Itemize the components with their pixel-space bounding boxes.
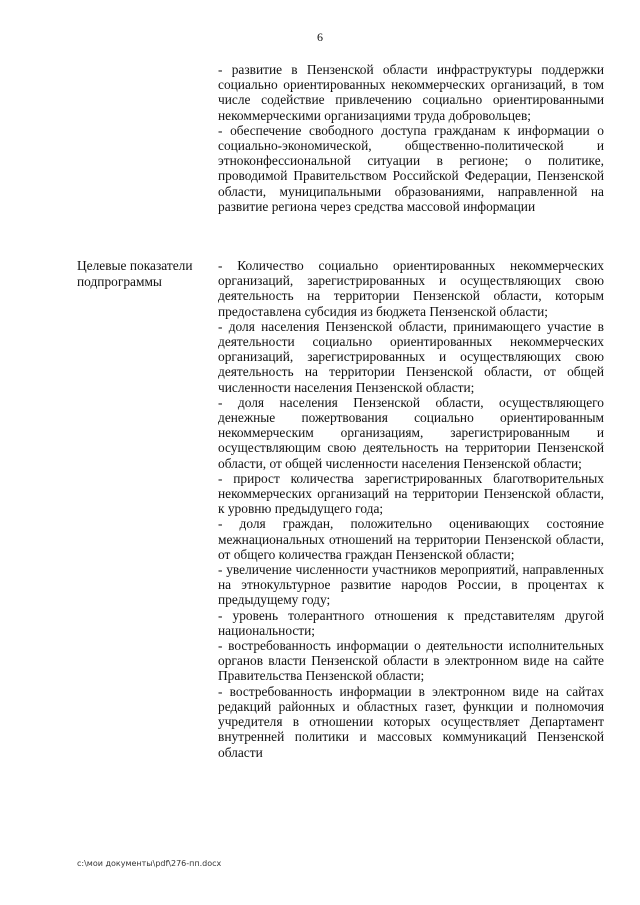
- paragraph: - обеспечение свободного доступа гражданам к информации о социально-экономической, общественно-политической и этноконфессиональной ситуации в регионе; о политике, проводимой Правительством Российской Федерации, Пензенской области, муниципальными образованиями, направленной на развитие региона через средства массовой информации: [218, 122, 604, 214]
- targets-text-block: [218, 258, 604, 760]
- target-item: - доля граждан, положительно оценивающих состояние межнациональных отношений на территории Пензенской области, от общего количества граждан Пензенской области;: [218, 516, 604, 562]
- target-item: - уровень толерантного отношения к представителям другой национальности;: [218, 607, 604, 638]
- target-item: - доля населения Пензенской области, осуществляющего денежные пожертвования социально ориентированным некоммерческим организациям, зарегистрированным и осуществляющим свою деятельность на территории Пензенской области, от общей численности населения Пензенской области;: [218, 394, 604, 471]
- paragraph: - развитие в Пензенской области инфраструктуры поддержки социально ориентированных некоммерческих организаций, в том числе содействие привлечению социально ориентированными некоммерческими организациями труда добровольцев;: [218, 62, 604, 123]
- target-item: - востребованность информации в электронном виде на сайтах редакций районных и областных газет, функции и полномочия учредителя в отношении которых осуществляет Департамент внутренней политики и массовых коммуникаций Пензенской области: [218, 683, 604, 760]
- target-item: - востребованность информации о деятельности исполнительных органов власти Пензенской области в электронном виде на сайте Правительства Пензенской области;: [218, 638, 604, 684]
- target-item: - увеличение численности участников мероприятий, направленных на этнокультурное развитие народов России, в процентах к предыдущему году;: [218, 562, 604, 608]
- page-number: 6: [317, 30, 323, 44]
- section-label: Целевые показатели подпрограммы: [77, 258, 193, 289]
- target-item: - Количество социально ориентированных некоммерческих организаций, зарегистрированных и осуществляющих свою деятельность на территории Пензенской области, которым предоставлена субсидия из бюджета Пензенской области;: [218, 258, 604, 319]
- top-text-block: [218, 62, 604, 214]
- target-item: - доля населения Пензенской области, принимающего участие в деятельности социально ориентированных некоммерческих организаций, зарегистрированных и осуществляющих свою деятельность на территории Пензенской области, от общей численности населения Пензенской области;: [218, 318, 604, 395]
- target-item: - прирост количества зарегистрированных благотворительных некоммерческих организаций на территории Пензенской области, к уровню предыдущего года;: [218, 470, 604, 517]
- footer-file-path: c:\мои документы\pdf\276-пп.docx: [77, 859, 222, 868]
